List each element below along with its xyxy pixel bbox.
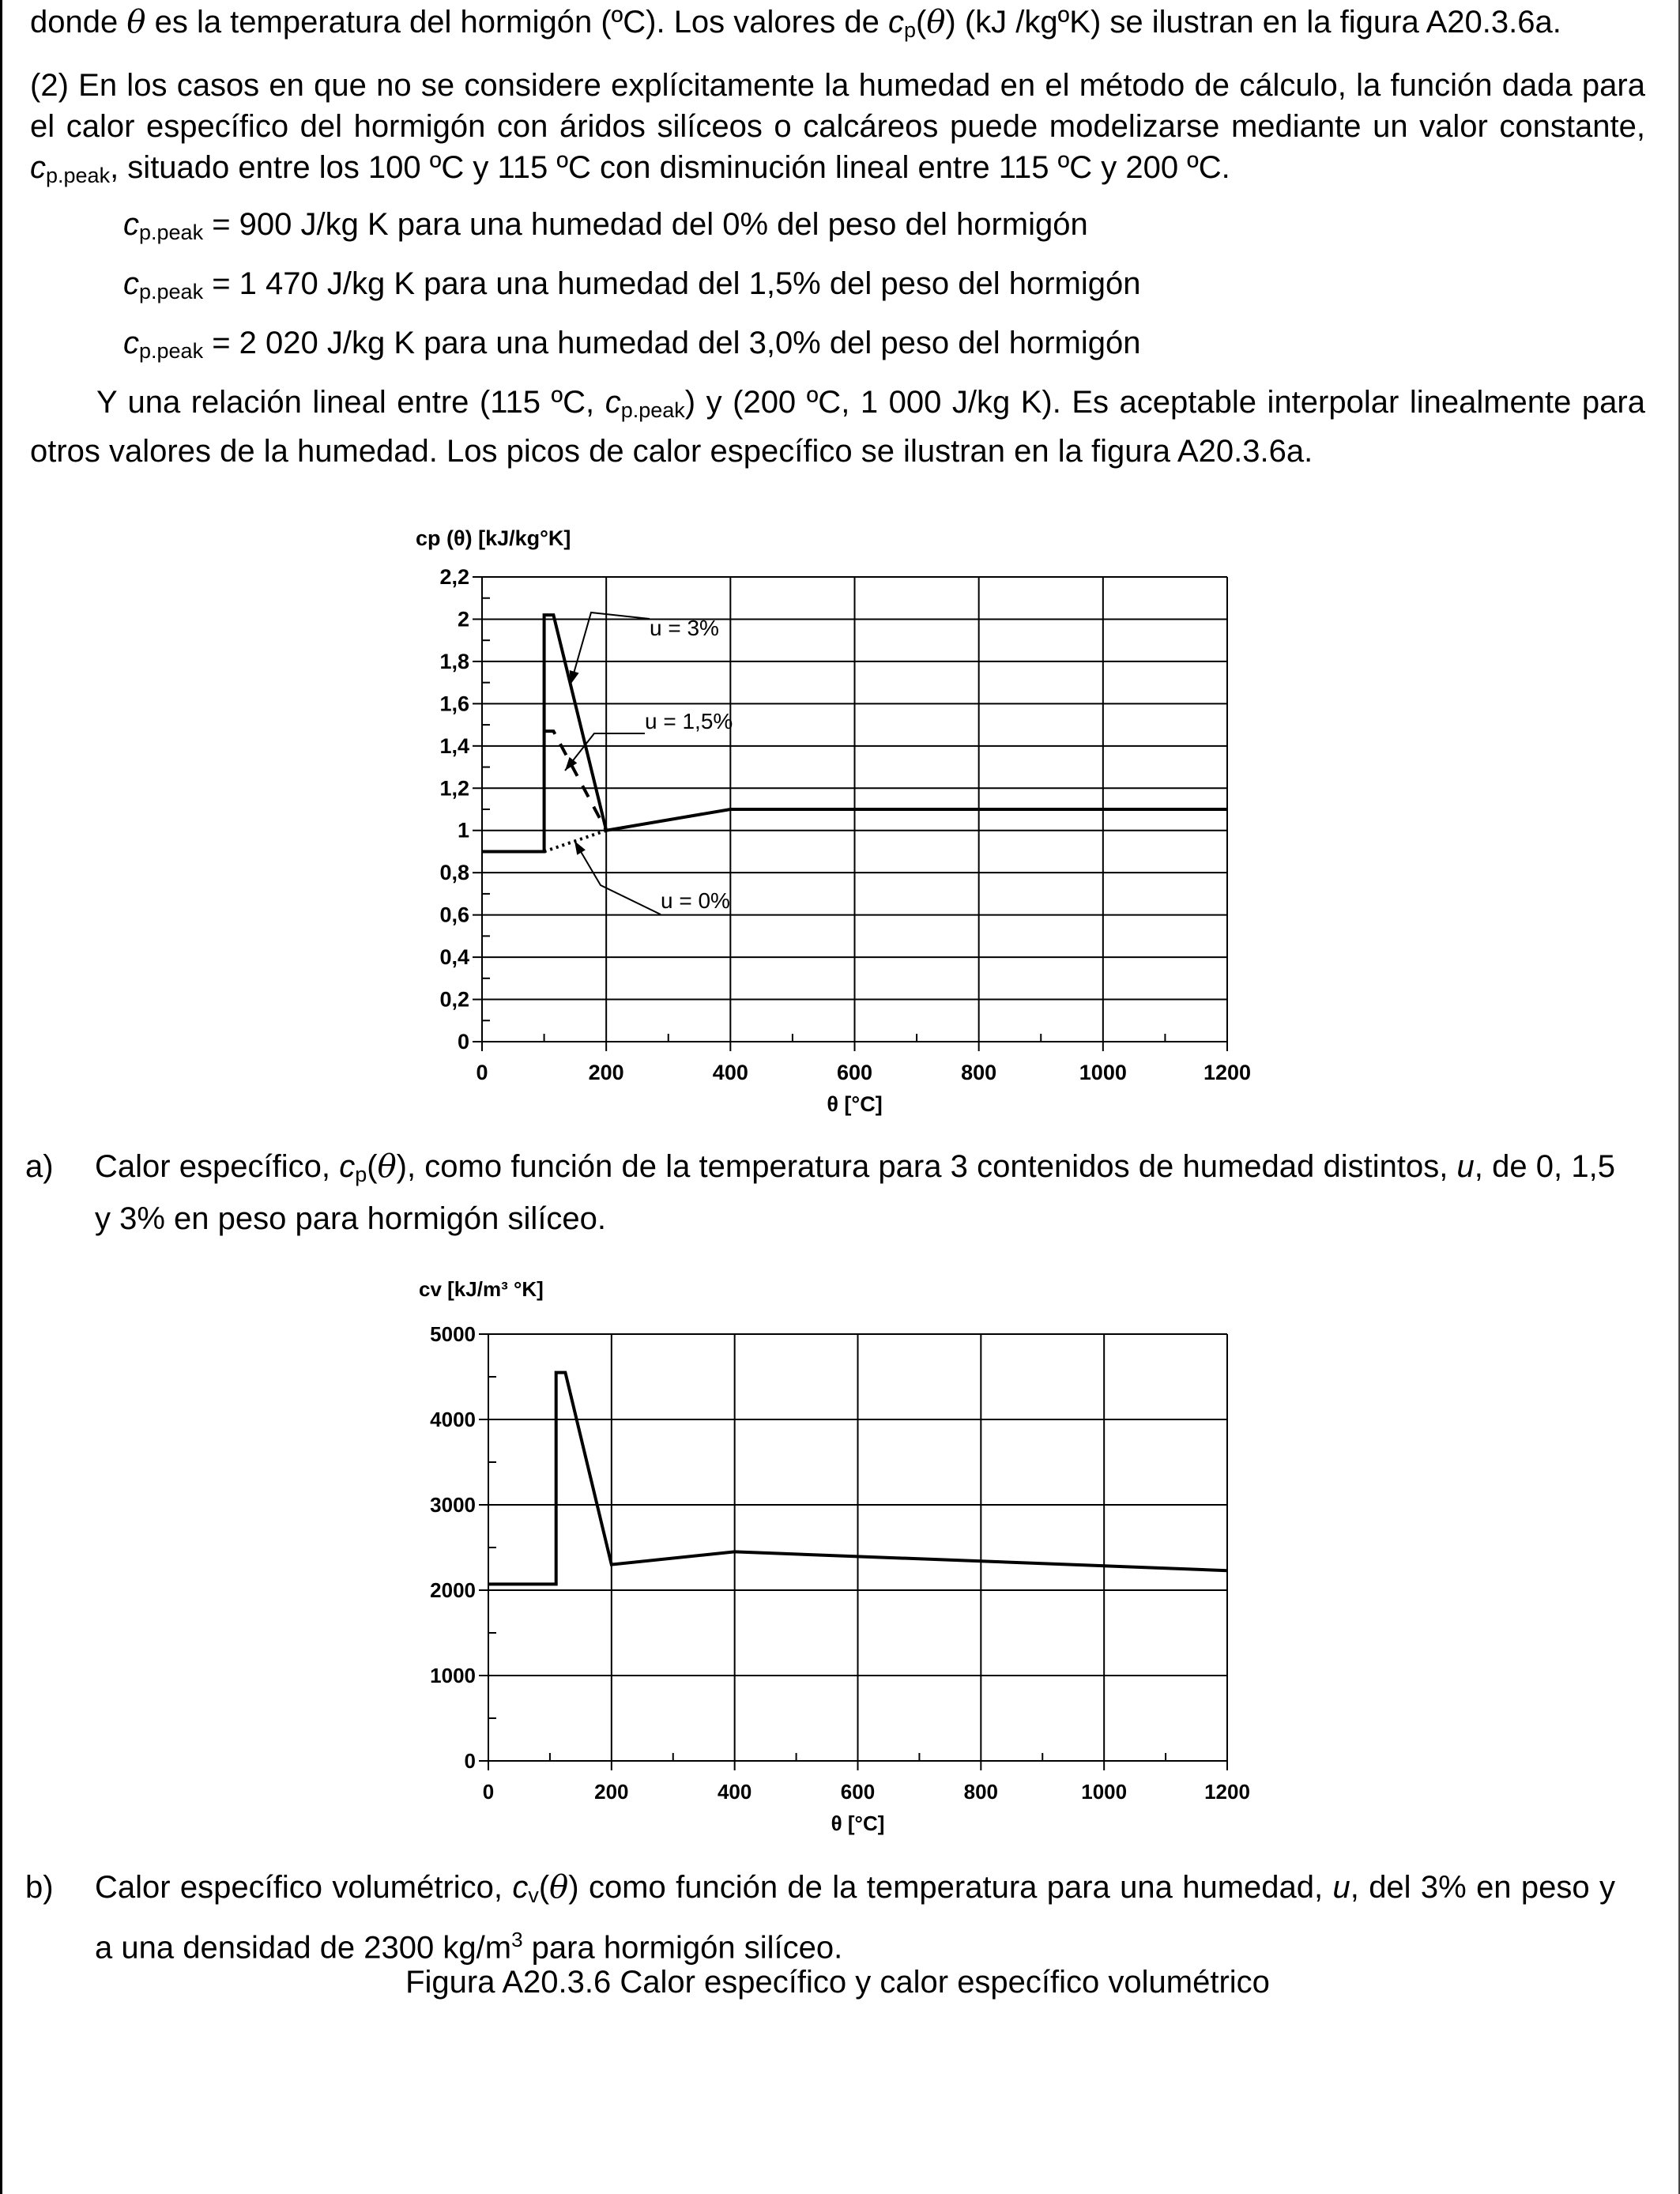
superscript: 3 [511,1928,523,1951]
y-axis-label: cv [kJ/m³ °K] [419,1277,544,1301]
text-segment: (kJ /kgºK) se ilustran en la figura A20.3.6a. [964,5,1561,40]
caption-text: Calor específico volumétrico, [95,1870,503,1905]
y-tick-label: 2000 [430,1578,476,1602]
y-tick-label: 1,8 [439,649,469,673]
page-left-border [0,0,2,2194]
paragraph-2 [30,65,1645,196]
x-tick-label: 400 [717,1780,752,1804]
x-tick-label: 1000 [1081,1780,1128,1804]
equation-line [123,322,1645,365]
cp-symbol: $c_p$ [887,5,916,42]
chart-volumetric-heat [387,1265,1296,1849]
y-tick-label: 0,2 [439,987,469,1012]
text-segment: Y una relación lineal entre (115 ºC, [96,385,595,420]
cp-peak-symbol: $c_{p.peak}$ [123,266,204,303]
x-tick-label: 1200 [1204,1780,1250,1804]
y-tick-label: 5000 [430,1322,476,1346]
x-tick-label: 800 [961,1061,997,1084]
y-tick-label: 1,4 [439,733,469,758]
x-tick-label: 0 [476,1061,488,1084]
x-tick-label: 200 [588,1061,624,1084]
y-tick-label: 0,4 [439,945,469,970]
caption-text: como función de la temperatura para una humedad, [588,1870,1324,1905]
x-tick-label: 600 [840,1780,876,1804]
caption-b: b) Calor específico volumétrico, $c_v(\theta)$ como función de la temperatura para una humedad, u, del 3% en peso y a una densidad de 2300 $kg/m^3$ para hormigón silíceo. [95,1865,1615,1970]
y-tick-label: 1 [457,818,469,843]
x-axis-label: θ [°C] [827,1092,883,1116]
y-tick-label: 0,6 [439,903,469,927]
equation-line [123,204,1645,247]
annotation-leader [574,841,661,914]
text-segment: , situado entre los 100 ºC y 115 ºC con disminución lineal entre 115 ºC y 200 ºC. [110,150,1230,185]
text-segment: donde [30,5,119,40]
u-symbol: u [1332,1870,1350,1905]
paragraph-theta-definition: donde θ es la temperatura del hormigón (ºC). Los valores de $c_p(\theta)$ (kJ /kgºK) se ilustran en la figura A20.3.6a. [30,4,1561,42]
y-axis-label: cp (θ) [kJ/kg°K] [416,526,571,550]
theta-symbol: θ [377,1148,397,1185]
x-tick-label: 1200 [1203,1061,1252,1084]
x-tick-label: 800 [963,1780,999,1804]
equation-list [123,204,1645,365]
figure-title: Figura A20.3.6 Calor específico y calor específico volumétrico [405,1965,1270,2000]
equation-text: = 2 020 J/kg K para una humedad del 3,0% del peso del hormigón [212,326,1141,360]
y-tick-label: 2,2 [439,565,469,589]
y-tick-label: 0 [464,1749,476,1773]
y-tick-label: 0 [457,1030,469,1054]
x-tick-label: 400 [712,1061,748,1084]
annotation-leader [565,733,645,771]
curve-annotation: u = 1,5% [645,709,733,733]
cv-symbol: $c_v$ [512,1870,539,1907]
theta-symbol: θ [126,4,146,40]
x-axis-label: θ [°C] [831,1811,885,1835]
caption-b-label: b) [25,1870,54,1905]
y-tick-label: 1000 [430,1664,476,1687]
y-tick-label: 4000 [430,1408,476,1431]
equation-text: = 1 470 J/kg K para una humedad del 1,5% del peso del hormigón [212,266,1141,301]
curve-annotation: u = 3% [650,616,719,640]
document-page [30,0,1645,472]
x-tick-label: 600 [836,1061,873,1084]
u-symbol: u [1456,1149,1475,1184]
cp-peak-symbol: $c_{p.peak}$ [123,326,204,363]
annotation-arrowhead [570,670,579,684]
caption-text: , como función de la temperatura para 3 contenidos de humedad distintos, [406,1149,1448,1184]
caption-text: Calor específico, [95,1149,330,1184]
cp-peak-symbol: $c_{p.peak}$ [605,385,685,422]
equation-text: = 900 J/kg K para una humedad del 0% del peso del hormigón [212,207,1088,242]
cp-symbol: $c_p$ [339,1149,367,1186]
x-tick-label: 200 [594,1780,629,1804]
equation-line [123,263,1645,306]
annotation-arrowhead [574,841,586,855]
caption-text: , del 3% en peso y a una densidad de 2300 kg/m [95,1870,1615,1966]
y-tick-label: 0,8 [439,861,469,885]
chart-specific-heat [387,514,1296,1122]
curve-annotation: u = 0% [661,888,730,913]
theta-symbol: θ [926,4,946,40]
paragraph-3 [30,382,1645,472]
caption-a-label: a) [25,1149,54,1184]
cp-peak-symbol: $c_{p.peak}$ [30,150,111,187]
text-segment: (2) En los casos en que no se considere explícitamente la humedad en el método de cálculo, la función dada para el calor específico del hormigón con áridos silíceos o calcáreos puede modelizarse mediante un valor constante, [30,68,1645,144]
y-tick-label: 1,6 [439,692,469,716]
caption-text: , de 0, 1,5 y 3% en peso para hormigón silíceo. [95,1149,1615,1236]
caption-a: a) Calor específico, $c_p(\theta)$, como función de la temperatura para 3 contenidos de humedad distintos, u, de 0, 1,5 y 3% en peso para hormigón silíceo. [95,1144,1615,1241]
theta-symbol: θ [549,1869,569,1906]
annotation-leader [571,613,650,684]
text-segment: ) y (200 ºC, 1 000 J/kg K). Es aceptable interpolar linealmente para otros valores de la humedad. Los picos de calor específico se ilustran en la figura A20.3.6a. [30,385,1645,469]
annotation-arrowhead [565,757,577,771]
text-segment: es la temperatura del hormigón (ºC). Los valores de [154,5,880,40]
caption-text: para hormigón silíceo. [531,1930,843,1966]
y-tick-label: 1,2 [439,776,469,801]
y-tick-label: 3000 [430,1493,476,1517]
cp-peak-symbol: $c_{p.peak}$ [123,207,204,244]
x-tick-label: 1000 [1079,1061,1127,1084]
x-tick-label: 0 [482,1780,495,1804]
y-tick-label: 2 [457,607,469,631]
